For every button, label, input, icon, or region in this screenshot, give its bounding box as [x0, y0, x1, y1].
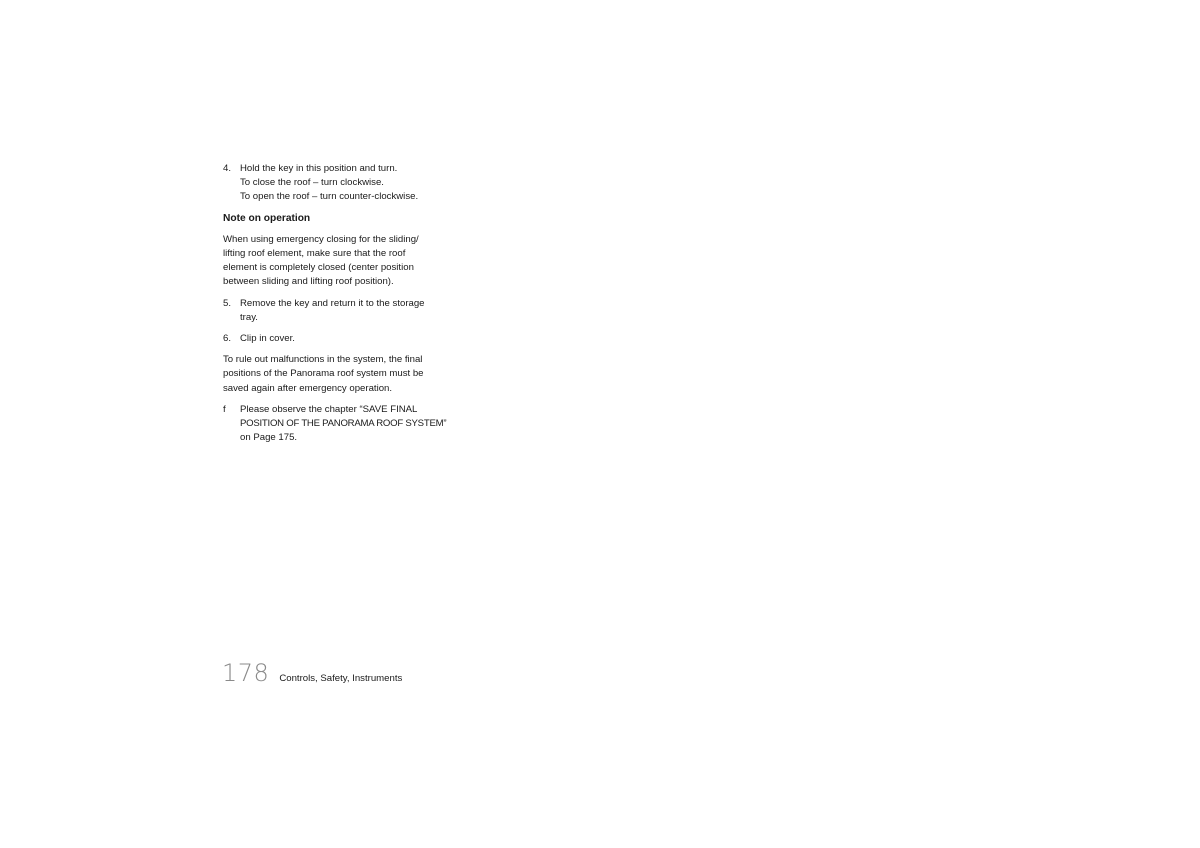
- reference-text-line: Please observe the chapter “SAVE FINAL: [240, 403, 418, 415]
- page-number: 178: [222, 659, 270, 687]
- step-6: [223, 332, 468, 346]
- note-heading: Note on operation: [223, 212, 311, 224]
- step-text-line: Clip in cover.: [240, 333, 295, 345]
- note-paragraph: [223, 233, 468, 290]
- reference-text-line: POSITION OF THE PANORAMA ROOF SYSTEM”: [240, 418, 447, 430]
- step-number: 5.: [223, 297, 232, 309]
- step-text-line: Remove the key and return it to the storage: [240, 297, 425, 309]
- step-text-line: tray.: [240, 311, 258, 323]
- section-name: Controls, Safety, Instruments: [279, 673, 403, 684]
- malfunction-paragraph: [223, 353, 468, 396]
- main-text-column: [223, 162, 468, 445]
- step-number: 4.: [223, 163, 232, 174]
- step-text-line: To open the roof – turn counter-clockwise.: [240, 191, 419, 203]
- reference-marker: f: [223, 403, 226, 415]
- note-text-line: between sliding and lifting roof position).: [223, 276, 394, 288]
- note-text-line: When using emergency closing for the sliding/: [223, 233, 419, 245]
- step-number: 6.: [223, 333, 232, 345]
- malfunction-text-line: To rule out malfunctions in the system, the final: [223, 354, 423, 366]
- step-5: [223, 297, 468, 325]
- step-4: [223, 162, 468, 205]
- note-text-line: lifting roof element, make sure that the roof: [223, 248, 406, 260]
- page-footer: [222, 659, 402, 691]
- step-text-line: Hold the key in this position and turn.: [240, 163, 398, 174]
- reference-text-line: on Page 175.: [240, 432, 298, 444]
- malfunction-text-line: positions of the Panorama roof system must be: [223, 368, 424, 380]
- malfunction-text-line: saved again after emergency operation.: [223, 382, 393, 394]
- cross-reference: [223, 403, 468, 446]
- note-text-line: element is completely closed (center position: [223, 262, 414, 274]
- step-text-line: To close the roof – turn clockwise.: [240, 177, 384, 189]
